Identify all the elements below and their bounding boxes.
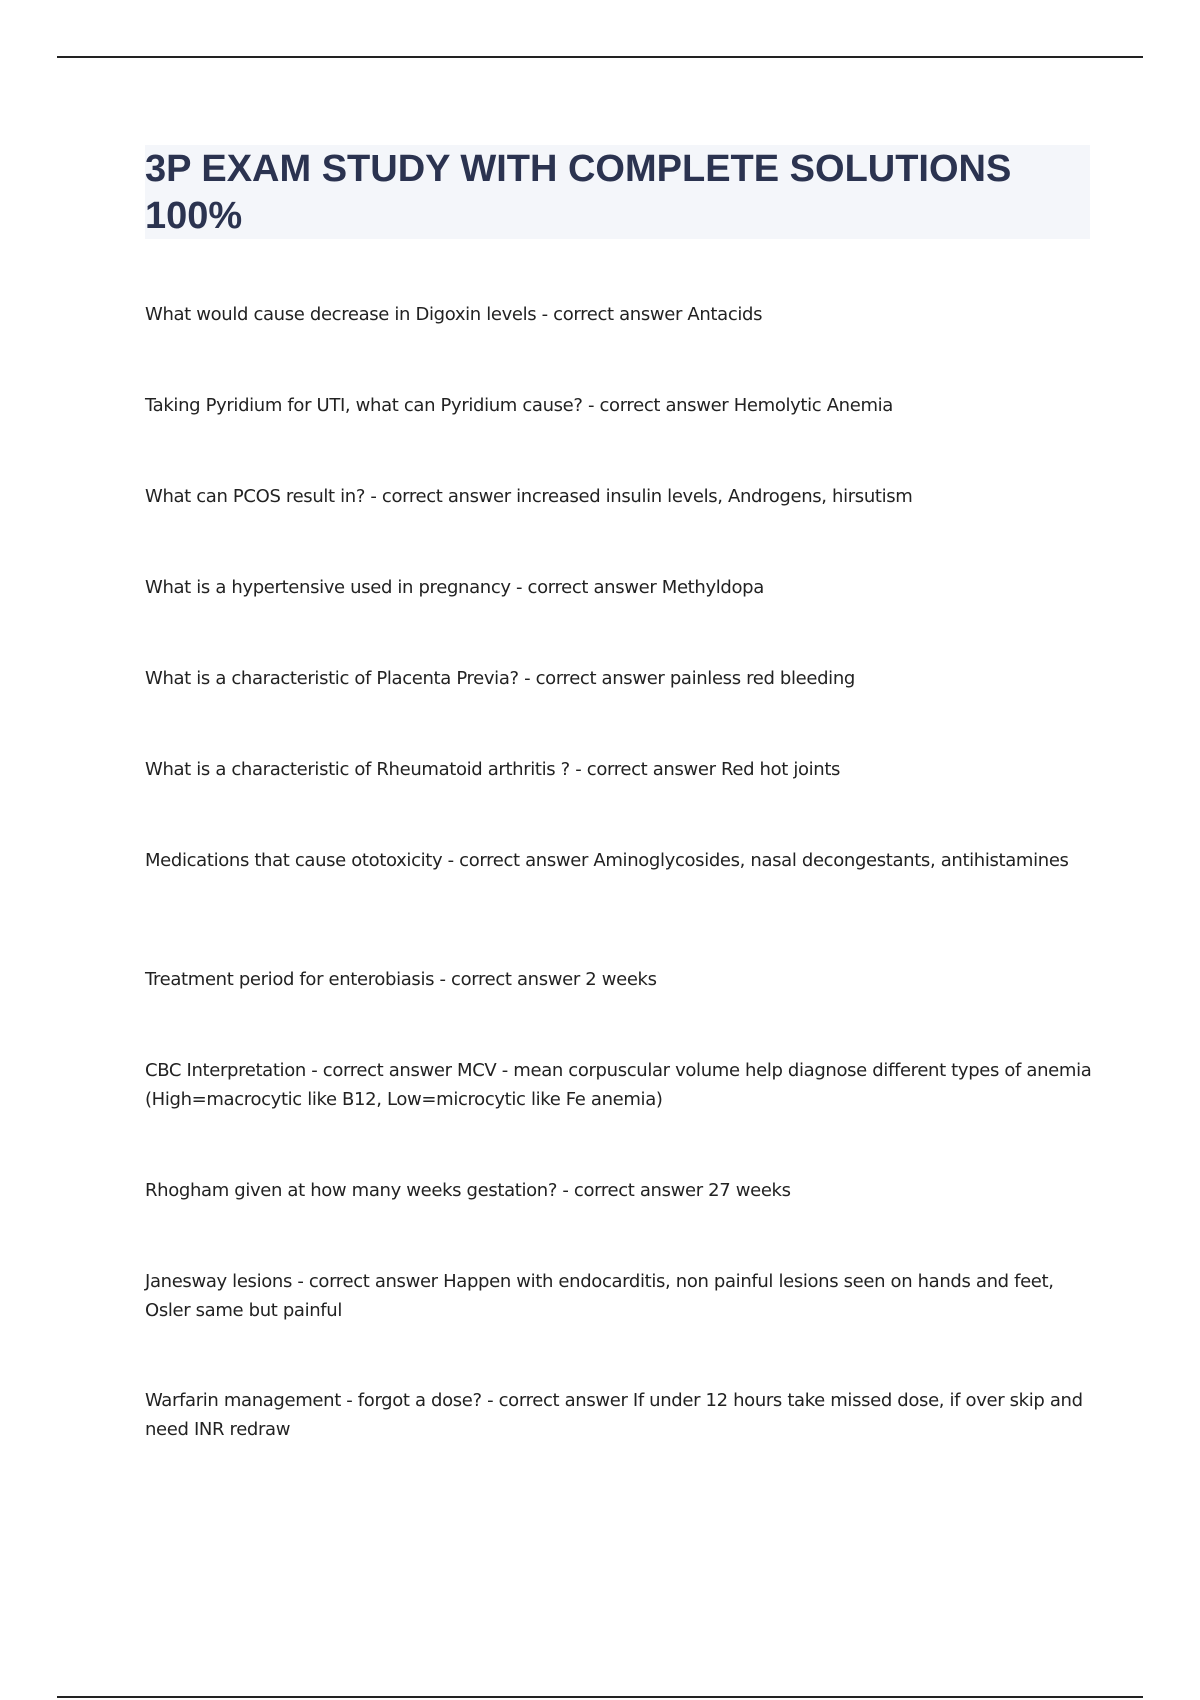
qa-item-1: What would cause decrease in Digoxin levels - correct answer Antacids xyxy=(145,304,763,325)
qa-item-4: What is a hypertensive used in pregnancy - correct answer Methyldopa xyxy=(145,577,764,598)
qa-item-11: Janesway lesions - correct answer Happen with endocarditis, non painful lesions seen on hands and feet, Osler same but painful xyxy=(145,1271,1054,1321)
qa-item-5: What is a characteristic of Placenta Previa? - correct answer painless red bleeding xyxy=(145,668,855,689)
qa-item-2: Taking Pyridium for UTI, what can Pyridium cause? - correct answer Hemolytic Anemia xyxy=(145,395,893,416)
qa-item-8: Treatment period for enterobiasis - correct answer 2 weeks xyxy=(145,969,657,990)
document-title: 3P EXAM STUDY WITH COMPLETE SOLUTIONS 100% xyxy=(145,148,1012,237)
qa-item-9: CBC Interpretation - correct answer MCV - mean corpuscular volume help diagnose different types of anemia (High=macrocytic like B12, Low=microcytic like Fe anemia) xyxy=(145,1060,1092,1110)
bottom-rule xyxy=(57,1696,1143,1698)
qa-item-12: Warfarin management - forgot a dose? - correct answer If under 12 hours take missed dose, if over skip and need INR redraw xyxy=(145,1390,1083,1440)
qa-item-10: Rhogham given at how many weeks gestation? - correct answer 27 weeks xyxy=(145,1180,791,1201)
title-band xyxy=(145,145,1090,239)
top-rule xyxy=(57,56,1143,58)
qa-item-6: What is a characteristic of Rheumatoid arthritis ? - correct answer Red hot joints xyxy=(145,759,841,780)
qa-item-7: Medications that cause ototoxicity - correct answer Aminoglycosides, nasal decongestants, antihistamines xyxy=(145,850,1069,871)
qa-item-3: What can PCOS result in? - correct answer increased insulin levels, Androgens, hirsutism xyxy=(145,486,913,507)
